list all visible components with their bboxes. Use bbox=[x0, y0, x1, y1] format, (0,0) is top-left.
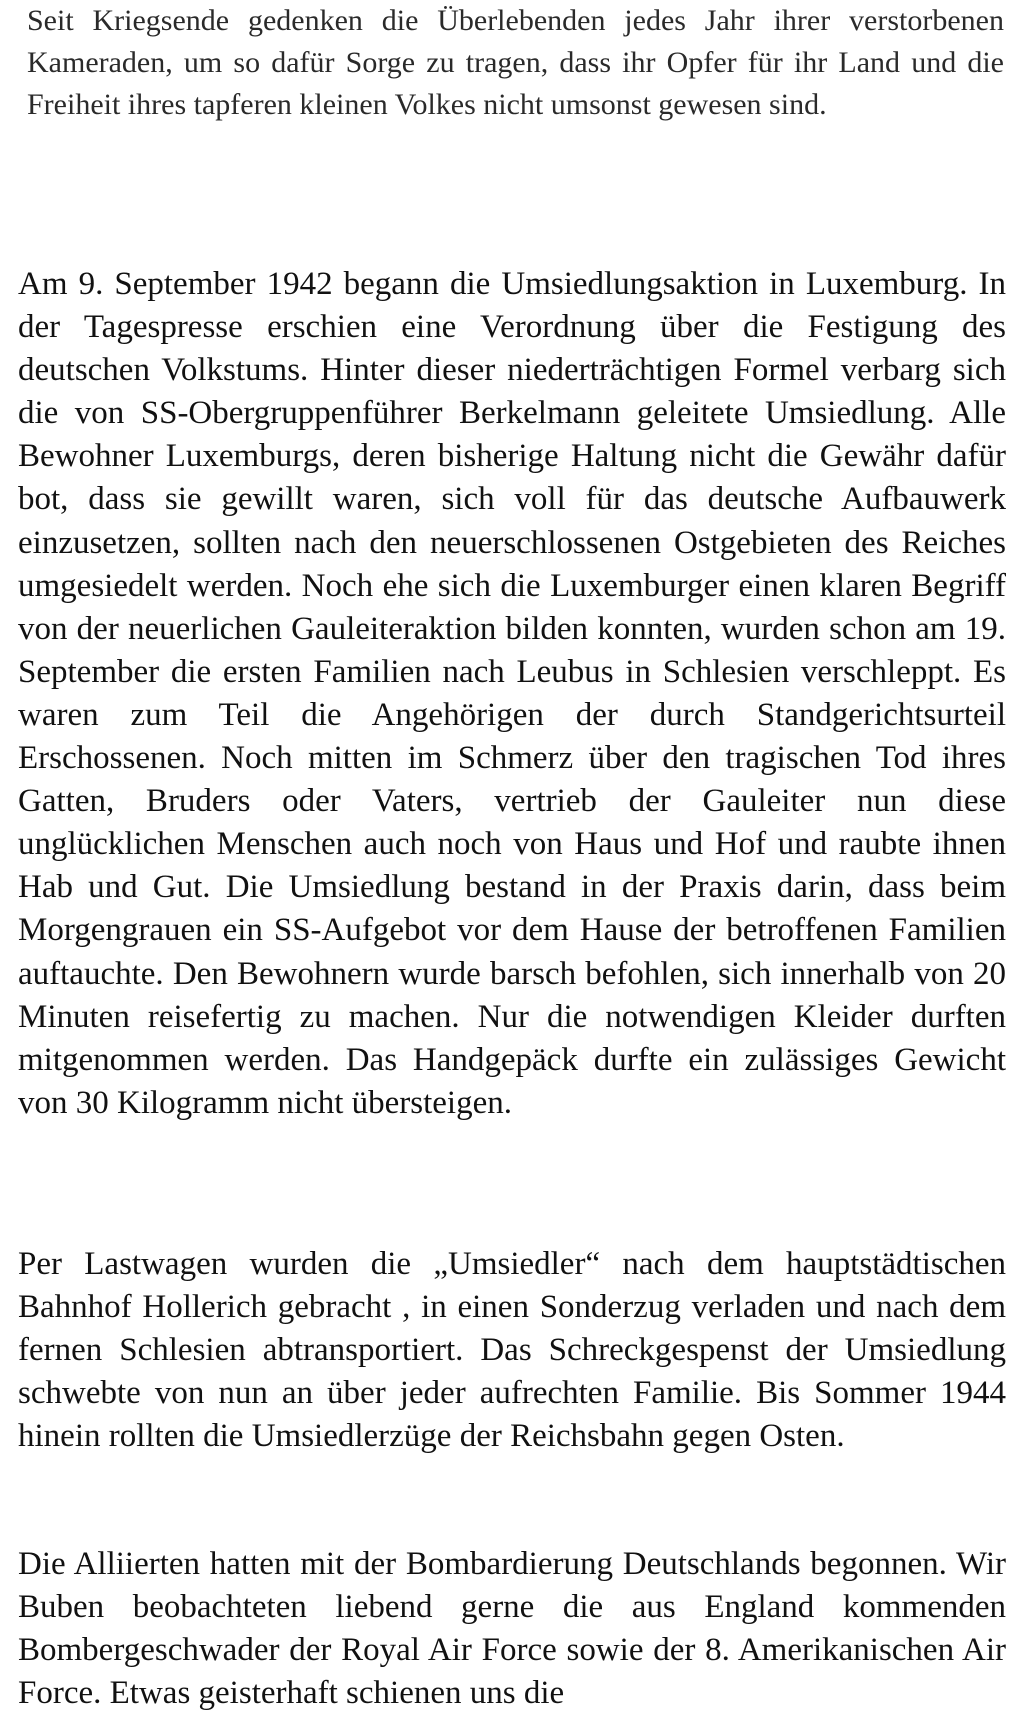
paragraph-transport: Per Lastwagen wurden die „Umsiedler“ nach dem hauptstädtischen Bahnhof Hollerich gebracht , in einen Sonderzug verladen und nach dem fernen Schlesien abtransportiert. Das Schreckgespenst der Umsiedlung schwebte von nun an über jeder aufrechten Familie. Bis Sommer 1944 hinein rollten die Umsiedlerzüge der Reichsbahn gegen Osten. bbox=[18, 1246, 1006, 1455]
paragraph-resettlement-action: Am 9. September 1942 begann die Umsiedlungsaktion in Luxemburg. In der Tagespresse erschien eine Verordnung über die Festigung des deutschen Volkstums. Hinter dieser niederträchtigen Formel verbarg sich die von SS-Obergruppenführer Berkelmann geleitete Umsiedlung. Alle Bewohner Luxemburgs, deren bisherige Haltung nicht die Gewähr dafür bot, dass sie gewillt waren, sich voll für das deutsche Aufbauwerk einzusetzen, sollten nach den neuerschlossenen Ostgebieten des Reiches umgesiedelt werden. Noch ehe sich die Luxemburger einen klaren Begriff von der neuerlichen Gauleiteraktion bilden konnten, wurden schon am 19. September die ersten Familien nach Leubus in Schlesien verschleppt. Es waren zum Teil die Angehörigen der durch Standgerichtsurteil Erschossenen. Noch mitten im Schmerz über den tragischen Tod ihres Gatten, Bruders oder Vaters, vertrieb der Gauleiter nun diese unglücklichen Menschen auch noch von Haus und Hof und raubte ihnen Hab und Gut. Die Umsiedlung bestand in der Praxis darin, dass beim Morgengrauen ein SS-Aufgebot vor dem Hause der betroffenen Familien auftauchte. Den Bewohnern wurde barsch befohlen, sich innerhalb von 20 Minuten reisefertig zu machen. Nur die notwendigen Kleider durften mitgenommen werden. Das Handgepäck durfte ein zulässiges Gewicht von 30 Kilogramm nicht übersteigen. bbox=[18, 266, 1006, 1121]
paragraph-bombing: Die Alliierten hatten mit der Bombardierung Deutschlands begonnen. Wir Buben beobachteten liebend gerne die aus England kommenden Bombergeschwader der Royal Air Force sowie der 8. Amerikanischen Air Force. Etwas geisterhaft schienen uns die bbox=[18, 1546, 1006, 1712]
paragraph-commemoration: Seit Kriegsende gedenken die Überlebenden jedes Jahr ihrer verstorbenen Kameraden, um so dafür Sorge zu tragen, dass ihr Opfer für ihr Land und die Freiheit ihres tapferen kleinen Volkes nicht umsonst gewesen sind. bbox=[27, 4, 1004, 121]
